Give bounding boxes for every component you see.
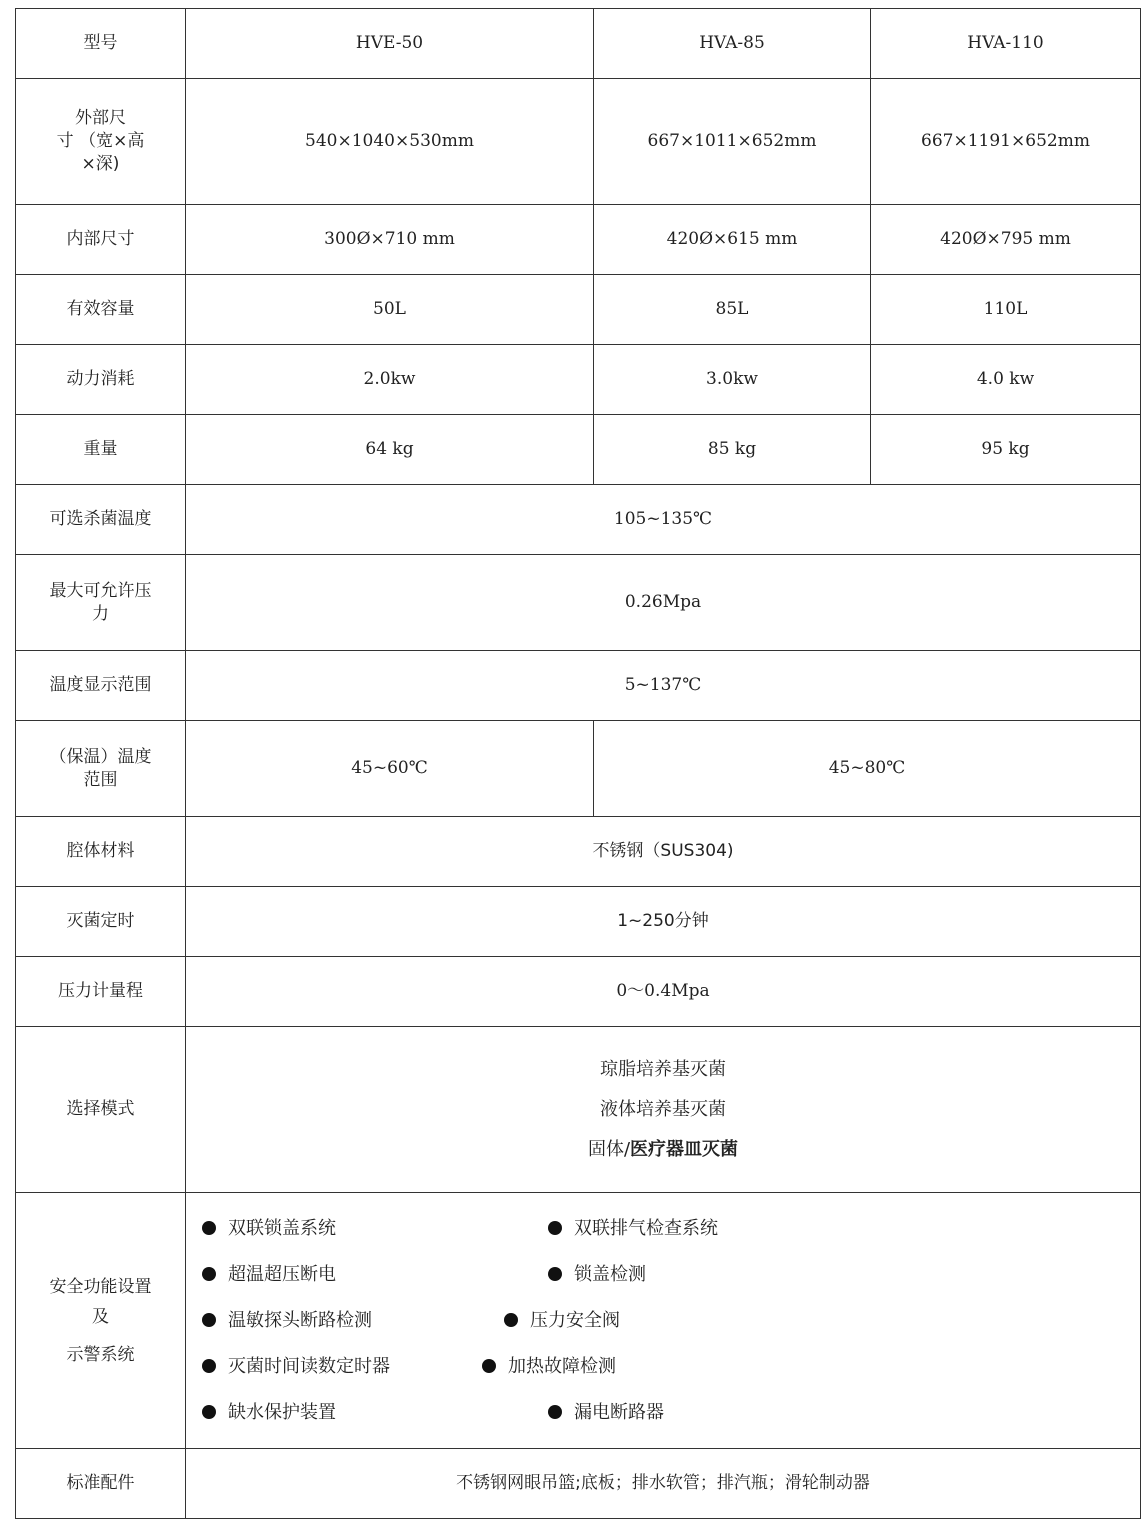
label-line: 力 — [92, 603, 109, 624]
power-value: 3.0kw — [594, 345, 871, 415]
temp-display-value: 5~137℃ — [186, 651, 1141, 721]
capacity-value: 85L — [594, 275, 871, 345]
pressure-gauge-value: 0～0.4Mpa — [186, 957, 1141, 1027]
model-hva-85: HVA-85 — [594, 9, 871, 79]
bullet-icon — [482, 1359, 496, 1373]
bullet-icon — [548, 1221, 562, 1235]
row-capacity — [16, 275, 1141, 345]
external-size-value: 540×1040×530mm — [186, 79, 594, 205]
label-line: 外部尺 — [75, 108, 126, 128]
row-timer — [16, 887, 1141, 957]
keep-warm-value-a: 45~60℃ — [186, 721, 594, 817]
mode-options — [186, 1027, 1141, 1193]
row-max-pressure — [16, 555, 1141, 651]
power-value: 2.0kw — [186, 345, 594, 415]
row-keep-warm — [16, 721, 1141, 817]
bullet-icon — [202, 1267, 216, 1281]
row-safety — [16, 1193, 1141, 1449]
bullet-icon — [202, 1221, 216, 1235]
sterilize-temp-value: 105~135℃ — [186, 485, 1141, 555]
capacity-value: 50L — [186, 275, 594, 345]
label-line: 最大可允许压 — [49, 580, 152, 601]
internal-size-value: 420Ø×795 mm — [871, 205, 1141, 275]
label-pressure-gauge: 压力计量程 — [16, 957, 186, 1027]
max-pressure-value: 0.26Mpa — [186, 555, 1141, 651]
safety-line — [202, 1344, 1134, 1390]
mode-option-prefix: 固体/ — [587, 1138, 631, 1160]
weight-value: 64 kg — [186, 415, 594, 485]
bullet-icon — [202, 1359, 216, 1373]
safety-line — [202, 1298, 1134, 1344]
label-keep-warm — [16, 721, 186, 817]
row-accessories — [16, 1449, 1141, 1519]
safety-item: 加热故障检测 — [482, 1344, 616, 1390]
external-size-value: 667×1011×652mm — [594, 79, 871, 205]
safety-item: 温敏探头断路检测 — [202, 1298, 372, 1344]
label-internal-size: 内部尺寸 — [16, 205, 186, 275]
mode-option — [192, 1130, 1134, 1170]
label-chamber-material: 腔体材料 — [16, 817, 186, 887]
safety-line — [202, 1390, 1134, 1436]
label-weight: 重量 — [16, 415, 186, 485]
label-line: （保温）温度 — [49, 746, 152, 767]
safety-item: 双联锁盖系统 — [202, 1206, 336, 1252]
safety-item: 超温超压断电 — [202, 1252, 336, 1298]
label-safety — [16, 1193, 186, 1449]
timer-value: 1~250分钟 — [186, 887, 1141, 957]
spec-table — [15, 8, 1141, 1519]
external-size-value: 667×1191×652mm — [871, 79, 1141, 205]
row-pressure-gauge — [16, 957, 1141, 1027]
label-line: ×深) — [81, 154, 120, 174]
label-mode: 选择模式 — [16, 1027, 186, 1193]
label-temp-display: 温度显示范围 — [16, 651, 186, 721]
safety-item: 锁盖检测 — [548, 1252, 646, 1298]
safety-line — [202, 1206, 1134, 1252]
keep-warm-value-b: 45~80℃ — [594, 721, 1141, 817]
internal-size-value: 420Ø×615 mm — [594, 205, 871, 275]
bullet-icon — [548, 1267, 562, 1281]
label-line: 安全功能设置 — [49, 1276, 152, 1297]
safety-item: 漏电断路器 — [548, 1390, 664, 1436]
power-value: 4.0 kw — [871, 345, 1141, 415]
label-line: 示警系统 — [66, 1344, 135, 1365]
label-max-pressure — [16, 555, 186, 651]
row-internal-size — [16, 205, 1141, 275]
label-sterilize-temp: 可选杀菌温度 — [16, 485, 186, 555]
row-temp-display — [16, 651, 1141, 721]
label-line: 范围 — [83, 769, 118, 790]
row-model — [16, 9, 1141, 79]
weight-value: 85 kg — [594, 415, 871, 485]
label-timer: 灭菌定时 — [16, 887, 186, 957]
safety-line — [202, 1252, 1134, 1298]
label-capacity: 有效容量 — [16, 275, 186, 345]
capacity-value: 110L — [871, 275, 1141, 345]
bullet-icon — [548, 1405, 562, 1419]
bullet-icon — [504, 1313, 518, 1327]
row-mode — [16, 1027, 1141, 1193]
row-chamber-material — [16, 817, 1141, 887]
mode-option: 琼脂培养基灭菌 — [600, 1058, 726, 1080]
chamber-material-value: 不锈钢（SUS304) — [186, 817, 1141, 887]
internal-size-value: 300Ø×710 mm — [186, 205, 594, 275]
row-power — [16, 345, 1141, 415]
weight-value: 95 kg — [871, 415, 1141, 485]
safety-item: 缺水保护装置 — [202, 1390, 336, 1436]
safety-item: 灭菌时间读数定时器 — [202, 1344, 390, 1390]
model-hve-50: HVE-50 — [186, 9, 594, 79]
label-power: 动力消耗 — [16, 345, 186, 415]
row-sterilize-temp — [16, 485, 1141, 555]
model-hva-110: HVA-110 — [871, 9, 1141, 79]
row-weight — [16, 415, 1141, 485]
label-line: 寸 （宽×高 — [56, 131, 145, 151]
label-line: 及 — [92, 1306, 109, 1327]
bullet-icon — [202, 1405, 216, 1419]
accessories-value: 不锈钢网眼吊篮;底板；排水软管；排汽瓶；滑轮制动器 — [186, 1449, 1141, 1519]
bullet-icon — [202, 1313, 216, 1327]
mode-option: 液体培养基灭菌 — [600, 1098, 726, 1120]
safety-features — [186, 1193, 1141, 1449]
label-external-size — [16, 79, 186, 205]
label-accessories: 标准配件 — [16, 1449, 186, 1519]
safety-item: 双联排气检查系统 — [548, 1206, 718, 1252]
safety-item: 压力安全阀 — [504, 1298, 620, 1344]
mode-option-bold: 医疗器皿灭菌 — [630, 1138, 739, 1160]
label-model: 型号 — [16, 9, 186, 79]
row-external-size — [16, 79, 1141, 205]
